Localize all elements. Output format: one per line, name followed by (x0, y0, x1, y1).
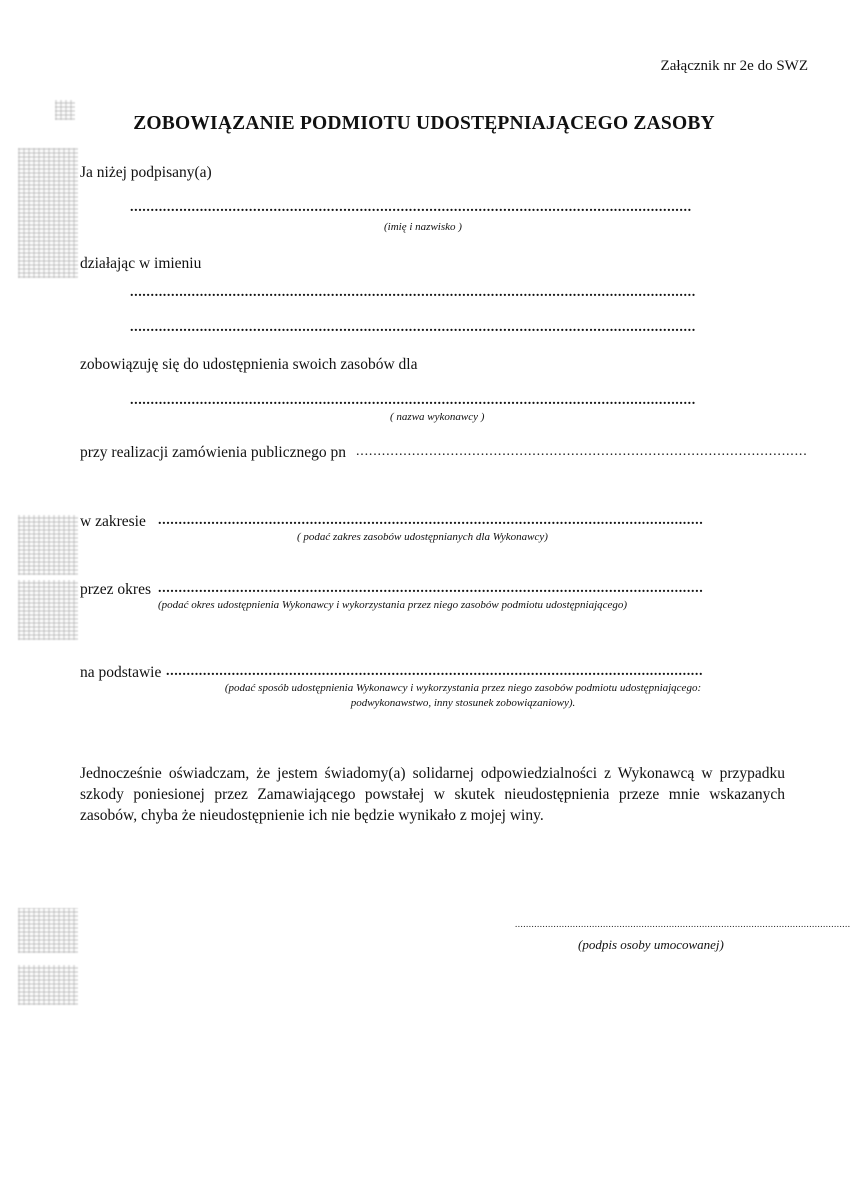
basis-label: na podstawie (80, 664, 162, 681)
on-behalf-field-line-1[interactable]: .......................................................................................................................................... (130, 285, 696, 300)
contractor-hint: ( nazwa wykonawcy ) (390, 411, 485, 423)
scope-hint: ( podać zakres zasobów udostępnianych dla Wykonawcy) (297, 531, 548, 543)
scan-artifact (18, 148, 78, 278)
scan-artifact (18, 515, 78, 575)
annex-label: Załącznik nr 2e do SWZ (660, 58, 808, 74)
signature-hint: (podpis osoby umocowanej) (578, 937, 724, 952)
period-field[interactable]: ..................................................................................................................................... (158, 581, 704, 596)
procurement-label: przy realizacji zamówienia publicznego pn (80, 444, 346, 461)
period-label: przez okres (80, 581, 151, 598)
scan-artifact (18, 580, 78, 640)
commit-label: zobowiązuję się do udostępnienia swoich zasobów dla (80, 356, 418, 373)
scope-field[interactable]: ..................................................................................................................................... (158, 513, 704, 528)
scan-artifact (18, 908, 78, 953)
period-hint: (podać okres udostępnienia Wykonawcy i wykorzystania przez niego zasobów podmiotu udostępniającego) (158, 599, 628, 611)
on-behalf-field-line-2[interactable]: .......................................................................................................................................... (130, 320, 696, 335)
on-behalf-label: działając w imieniu (80, 255, 202, 272)
page-title: ZOBOWIĄZANIE PODMIOTU UDOSTĘPNIAJĄCEGO ZASOBY (133, 113, 715, 134)
basis-field[interactable]: ................................................................................................................................... (166, 664, 704, 679)
declaration-paragraph: Jednocześnie oświadczam, że jestem świadomy(a) solidarnej odpowiedzialności z Wykonawcą w przypadku szkody poniesionej przez Zamawiającego powstałej w skutek nieudostępnienia przeze mnie wskazanych zasobów, chyba że nieudostępnienie ich nie będzie wynikało z mojej winy. (80, 765, 785, 824)
signer-name-field[interactable]: ......................................................................................................................................... (130, 200, 692, 215)
basis-hint-line-2: podwykonawstwo, inny stosunek zobowiązaniowy). (350, 697, 576, 709)
signer-label: Ja niżej podpisany(a) (80, 164, 212, 181)
contractor-name-field[interactable]: .......................................................................................................................................... (130, 393, 696, 408)
procurement-name-field[interactable]: ......................................................................................................... (356, 444, 808, 459)
basis-hint-line-1: (podać sposób udostępnienia Wykonawcy i wykorzystania przez niego zasobów podmiotu udostępniającego: (224, 682, 702, 694)
scope-label: w zakresie (80, 513, 146, 530)
signature-field[interactable]: .......................................................................................................................... (515, 919, 851, 929)
scan-artifact (18, 965, 78, 1005)
signer-hint: (imię i nazwisko ) (384, 221, 462, 233)
